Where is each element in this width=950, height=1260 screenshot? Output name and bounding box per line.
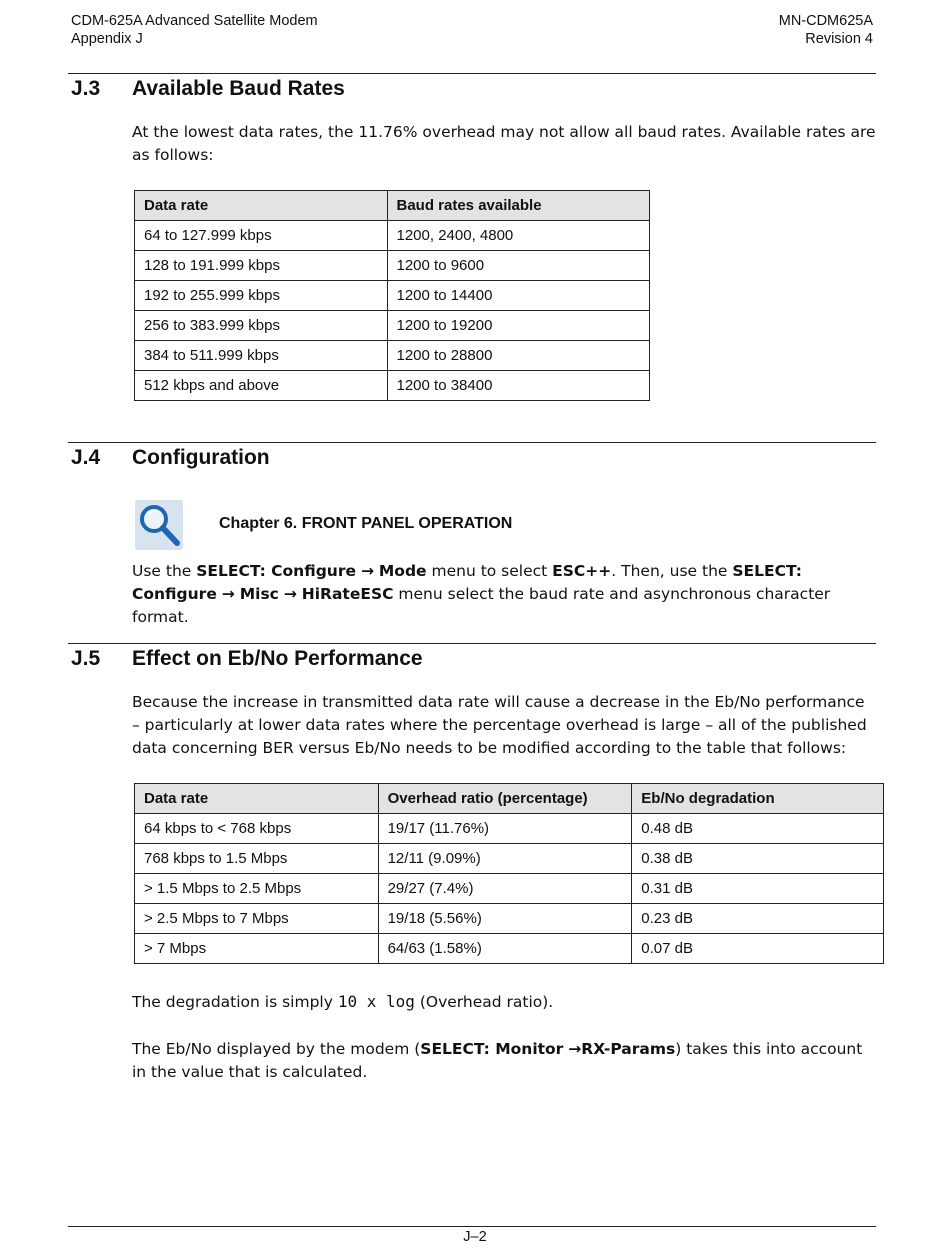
section-number: J.3 <box>71 77 101 100</box>
arrow-right-icon: → <box>221 585 235 603</box>
menu-value-escpp: ESC++ <box>552 562 612 580</box>
table-row <box>135 371 650 401</box>
menu-path-select-configure: SELECT: Configure <box>196 562 356 580</box>
table-cell: 0.38 dB <box>632 844 884 874</box>
text-run: menu to select <box>426 562 553 580</box>
ebno-display-paragraph <box>132 1038 877 1084</box>
table-header-cell: Eb/No degradation <box>632 784 884 814</box>
table-cell: 12/11 (9.09%) <box>378 844 632 874</box>
table-row <box>135 934 884 964</box>
page-number: J–2 <box>463 1229 487 1245</box>
arrow-right-icon: → <box>568 1040 582 1058</box>
table-cell: 29/27 (7.4%) <box>378 874 632 904</box>
table-cell: 128 to 191.999 kbps <box>135 251 388 281</box>
text-run: The degradation is simply <box>132 993 338 1011</box>
document-id: MN-CDM625A <box>778 13 873 29</box>
chapter-reference: Chapter 6. FRONT PANEL OPERATION <box>219 515 513 532</box>
appendix-label: Appendix J <box>71 31 143 47</box>
section-title: Available Baud Rates <box>132 77 345 100</box>
table-cell: 256 to 383.999 kbps <box>135 311 388 341</box>
table-cell: 64 to 127.999 kbps <box>135 221 388 251</box>
table-cell: 64/63 (1.58%) <box>378 934 632 964</box>
text-run: Use the <box>132 562 197 580</box>
table-row <box>135 874 884 904</box>
table-cell: 1200 to 38400 <box>387 371 650 401</box>
magnifier-icon <box>135 500 183 550</box>
table-cell: > 2.5 Mbps to 7 Mbps <box>135 904 379 934</box>
text-run: menu select the baud rate and asynchronous character format. <box>132 585 831 626</box>
section-number: J.5 <box>71 647 101 670</box>
menu-path-rx-params: RX-Params <box>581 1040 676 1058</box>
section-title: Configuration <box>132 446 270 469</box>
degradation-formula-paragraph <box>132 990 877 1014</box>
formula-code: 10 x log <box>337 992 415 1011</box>
table-cell: 192 to 255.999 kbps <box>135 281 388 311</box>
table-cell: 1200 to 9600 <box>387 251 650 281</box>
section-divider <box>68 73 876 74</box>
running-header-left <box>71 12 318 48</box>
section-number: J.4 <box>71 446 101 469</box>
table-cell: 768 kbps to 1.5 Mbps <box>135 844 379 874</box>
table-cell: 1200, 2400, 4800 <box>387 221 650 251</box>
text-run: The Eb/No displayed by the modem ( <box>132 1040 421 1058</box>
menu-path-select-monitor: SELECT: Monitor <box>420 1040 564 1058</box>
menu-path-misc: Misc <box>239 585 279 603</box>
table-header-row <box>135 191 650 221</box>
table-row <box>135 844 884 874</box>
table-cell: > 7 Mbps <box>135 934 379 964</box>
baud-rates-table <box>134 190 650 401</box>
document-title: CDM-625A Advanced Satellite Modem <box>71 13 318 29</box>
table-cell: 19/17 (11.76%) <box>378 814 632 844</box>
running-header-right <box>779 12 873 48</box>
table-cell: 1200 to 14400 <box>387 281 650 311</box>
table-cell: 1200 to 19200 <box>387 311 650 341</box>
configuration-paragraph <box>132 560 877 629</box>
menu-path-select-configure: SELECT: Configure <box>132 562 802 603</box>
section-intro: At the lowest data rates, the 11.76% overhead may not allow all baud rates. Available rates are as follows: <box>132 123 876 164</box>
text-run: ) takes this into account in the value that is calculated. <box>132 1040 863 1081</box>
table-cell: 384 to 511.999 kbps <box>135 341 388 371</box>
footer-divider <box>68 1226 876 1227</box>
table-cell: 0.48 dB <box>632 814 884 844</box>
table-row <box>135 311 650 341</box>
table-header-row <box>135 784 884 814</box>
text-run: (Overhead ratio). <box>419 993 554 1011</box>
table-cell: 1200 to 28800 <box>387 341 650 371</box>
table-cell: 64 kbps to < 768 kbps <box>135 814 379 844</box>
section-intro: Because the increase in transmitted data rate will cause a decrease in the Eb/No performance – particularly at lower data rates where the percentage overhead is large – all of the published data concerning BER versus Eb/No needs to be modified according to the table that follows: <box>132 693 867 757</box>
table-header-cell: Baud rates available <box>387 191 650 221</box>
section-title: Effect on Eb/No Performance <box>132 647 423 670</box>
table-cell: 0.31 dB <box>632 874 884 904</box>
ebno-degradation-table <box>134 783 884 964</box>
table-cell: 0.07 dB <box>632 934 884 964</box>
table-cell: 19/18 (5.56%) <box>378 904 632 934</box>
arrow-right-icon: → <box>360 562 374 580</box>
table-cell: 0.23 dB <box>632 904 884 934</box>
table-row <box>135 281 650 311</box>
text-run: . Then, use the <box>611 562 733 580</box>
table-header-cell: Data rate <box>135 191 388 221</box>
table-cell: 512 kbps and above <box>135 371 388 401</box>
menu-path-mode: Mode <box>378 562 427 580</box>
menu-path-hirateesc: HiRateESC <box>301 585 394 603</box>
section-divider <box>68 643 876 644</box>
table-row <box>135 221 650 251</box>
table-header-cell: Overhead ratio (percentage) <box>378 784 632 814</box>
table-row <box>135 814 884 844</box>
arrow-right-icon: → <box>283 585 297 603</box>
table-header-cell: Data rate <box>135 784 379 814</box>
table-row <box>135 251 650 281</box>
table-row <box>135 341 650 371</box>
table-cell: > 1.5 Mbps to 2.5 Mbps <box>135 874 379 904</box>
section-divider <box>68 442 876 443</box>
table-row <box>135 904 884 934</box>
revision-label: Revision 4 <box>805 31 873 47</box>
